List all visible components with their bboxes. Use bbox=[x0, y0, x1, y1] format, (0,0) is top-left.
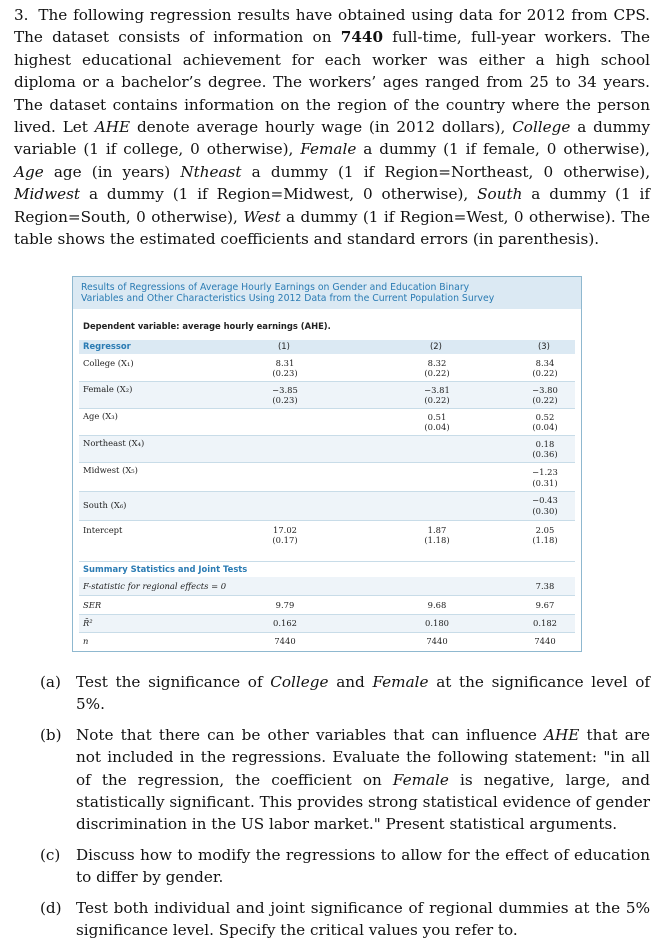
intro-text-2: full-time, full-year workers. The highest educational achievement for each worker was either a high school diploma or a bachelor’s degree. The workers’ ages ranged from 25 to 34 years. The dataset contains information on the region of the country where the person lived. Let bbox=[14, 28, 651, 137]
value-1: 7440 bbox=[274, 636, 296, 646]
se-1: (0.23) bbox=[272, 395, 298, 405]
var-south: South bbox=[477, 185, 523, 204]
var-midwest: Midwest bbox=[14, 185, 81, 204]
question-text: is negative, large, and statistically significant. This provides strong statistical evidence of gender discrimination in the US labor market." Present statistical arguments. bbox=[76, 770, 651, 834]
se-3: (1.18) bbox=[532, 535, 558, 545]
intro-text-5: a dummy (1 if female, 0 otherwise), bbox=[363, 140, 651, 159]
var-ahe: AHE bbox=[544, 725, 580, 744]
table-row-midwest bbox=[79, 463, 575, 492]
question-label: (b) bbox=[40, 725, 62, 744]
question-b bbox=[40, 724, 650, 836]
table-row-age bbox=[79, 409, 575, 436]
coef-3: −0.43 bbox=[532, 495, 558, 505]
value-2: 9.68 bbox=[427, 600, 447, 610]
coef-3: −3.80 bbox=[532, 385, 558, 395]
summary-row-n bbox=[79, 633, 575, 649]
coef-1: 8.31 bbox=[275, 358, 295, 368]
question-d bbox=[40, 897, 650, 942]
row-label: Northeast (X₄) bbox=[83, 438, 145, 448]
intro-text-6: age (in years) bbox=[53, 162, 171, 181]
var-west: West bbox=[243, 207, 281, 226]
se-3: (0.36) bbox=[532, 449, 558, 459]
worker-count: 7440 bbox=[340, 28, 384, 47]
question-list bbox=[40, 671, 650, 949]
table-row-college bbox=[79, 356, 575, 382]
summary-row-r2 bbox=[79, 615, 575, 633]
intro-text-3: denote average hourly wage (in 2012 dollars), bbox=[136, 118, 506, 137]
row-label: College (X₁) bbox=[83, 358, 134, 368]
se-2: (0.22) bbox=[424, 368, 450, 378]
var-female: Female bbox=[372, 673, 429, 691]
var-female: Female bbox=[392, 770, 449, 789]
coef-2: 0.51 bbox=[427, 412, 447, 422]
intro-text-4: a dummy variable (1 if college, 0 otherwise), bbox=[14, 118, 651, 159]
table-title-line-1: Results of Regressions of Average Hourly Earnings on Gender and Education Binary bbox=[81, 282, 470, 293]
table-row-female bbox=[79, 382, 575, 409]
coef-3: 0.18 bbox=[535, 439, 555, 449]
question-text: Test both individual and joint significance of regional dummies at the 5% significance level. Specify the critical values you refer to. bbox=[76, 898, 650, 940]
summary-row-f-stat bbox=[79, 577, 575, 596]
var-female: Female bbox=[300, 140, 357, 159]
table-row-intercept bbox=[79, 521, 575, 562]
se-3: (0.30) bbox=[532, 506, 558, 516]
summary-row-ser bbox=[79, 596, 575, 615]
row-label: F-statistic for regional effects = 0 bbox=[83, 581, 227, 591]
coef-1: −3.85 bbox=[272, 385, 298, 395]
value-1: 0.162 bbox=[273, 618, 297, 628]
col-header-1: (1) bbox=[278, 341, 290, 351]
row-label: South (X₆) bbox=[83, 500, 127, 510]
summary-title: Summary Statistics and Joint Tests bbox=[83, 564, 248, 574]
coef-2: 1.87 bbox=[427, 525, 447, 535]
var-ahe: AHE bbox=[94, 118, 131, 137]
intro-text-9: a dummy (1 if Region=South, 0 otherwise), bbox=[14, 185, 651, 226]
question-text: Discuss how to modify the regressions to allow for the effect of education to differ by gender. bbox=[76, 845, 650, 887]
regressor-header: Regressor bbox=[83, 341, 131, 351]
question-label: (d) bbox=[40, 898, 62, 917]
se-3: (0.04) bbox=[532, 422, 558, 432]
value-3: 9.67 bbox=[535, 600, 555, 610]
value-3: 7.38 bbox=[535, 581, 555, 591]
question-c bbox=[40, 844, 650, 889]
coef-2: −3.81 bbox=[424, 385, 450, 395]
question-text: at the significance level of 5%. bbox=[76, 673, 651, 714]
row-label: SER bbox=[83, 600, 102, 610]
col-header-3: (3) bbox=[538, 341, 550, 351]
row-label: Midwest (X₅) bbox=[83, 465, 138, 475]
table-row-northeast bbox=[79, 436, 575, 463]
se-3: (0.22) bbox=[532, 395, 558, 405]
var-college: College bbox=[512, 118, 571, 137]
regression-table bbox=[72, 276, 582, 652]
coef-3: 2.05 bbox=[535, 525, 555, 535]
col-header-2: (2) bbox=[430, 341, 442, 351]
se-1: (0.23) bbox=[272, 368, 298, 378]
intro-text-10: a dummy (1 if Region=West, 0 otherwise). The table shows the estimated coefficients and standard errors (in parenthesis). bbox=[14, 207, 651, 249]
table-title-line-2: Variables and Other Characteristics Using 2012 Data from the Current Population Survey bbox=[81, 293, 495, 304]
value-1: 9.79 bbox=[275, 600, 295, 610]
intro-text-8: a dummy (1 if Region=Midwest, 0 otherwise), bbox=[88, 185, 469, 204]
var-ntheast: Ntheast bbox=[180, 162, 242, 181]
coef-3: 0.52 bbox=[535, 412, 555, 422]
se-3: (0.22) bbox=[532, 368, 558, 378]
table-row-south bbox=[79, 492, 575, 521]
var-college: College bbox=[270, 673, 329, 691]
se-3: (0.31) bbox=[532, 478, 558, 488]
intro-text-7: a dummy (1 if Region=Northeast, 0 otherwise), bbox=[251, 162, 651, 181]
question-label: (a) bbox=[40, 673, 61, 691]
dependent-variable: Dependent variable: average hourly earnings (AHE). bbox=[83, 321, 331, 331]
table-title bbox=[73, 277, 581, 309]
value-2: 7440 bbox=[426, 636, 448, 646]
value-3: 7440 bbox=[534, 636, 556, 646]
question-text: that are not included in the regressions. Evaluate the following statement: "in all of the regression, the coefficient on bbox=[76, 725, 651, 789]
value-2: 0.180 bbox=[425, 618, 449, 628]
question-a bbox=[40, 671, 650, 716]
coef-2: 8.32 bbox=[427, 358, 447, 368]
se-2: (0.04) bbox=[424, 422, 450, 432]
question-label: (c) bbox=[40, 845, 61, 864]
table-header-row bbox=[79, 340, 575, 354]
question-text: and bbox=[336, 673, 365, 691]
row-label: Female (X₂) bbox=[83, 384, 133, 394]
row-label: Age (X₃) bbox=[83, 411, 118, 421]
value-3: 0.182 bbox=[533, 618, 557, 628]
row-label: Intercept bbox=[83, 525, 123, 535]
row-label: R̄² bbox=[83, 618, 93, 628]
problem-number: 3. bbox=[14, 6, 29, 24]
intro-text-1: The following regression results have obtained using data for 2012 from CPS. The dataset consists of information on bbox=[14, 6, 651, 47]
question-text: Note that there can be other variables that can influence bbox=[76, 725, 537, 744]
coef-1: 17.02 bbox=[273, 525, 297, 535]
var-age: Age bbox=[14, 162, 44, 181]
coef-3: −1.23 bbox=[532, 467, 558, 477]
question-text: Test the significance of bbox=[76, 673, 263, 691]
se-1: (0.17) bbox=[272, 535, 298, 545]
problem-statement bbox=[14, 4, 650, 250]
se-2: (1.18) bbox=[424, 535, 450, 545]
coef-3: 8.34 bbox=[535, 358, 555, 368]
row-label: n bbox=[83, 636, 89, 646]
se-2: (0.22) bbox=[424, 395, 450, 405]
